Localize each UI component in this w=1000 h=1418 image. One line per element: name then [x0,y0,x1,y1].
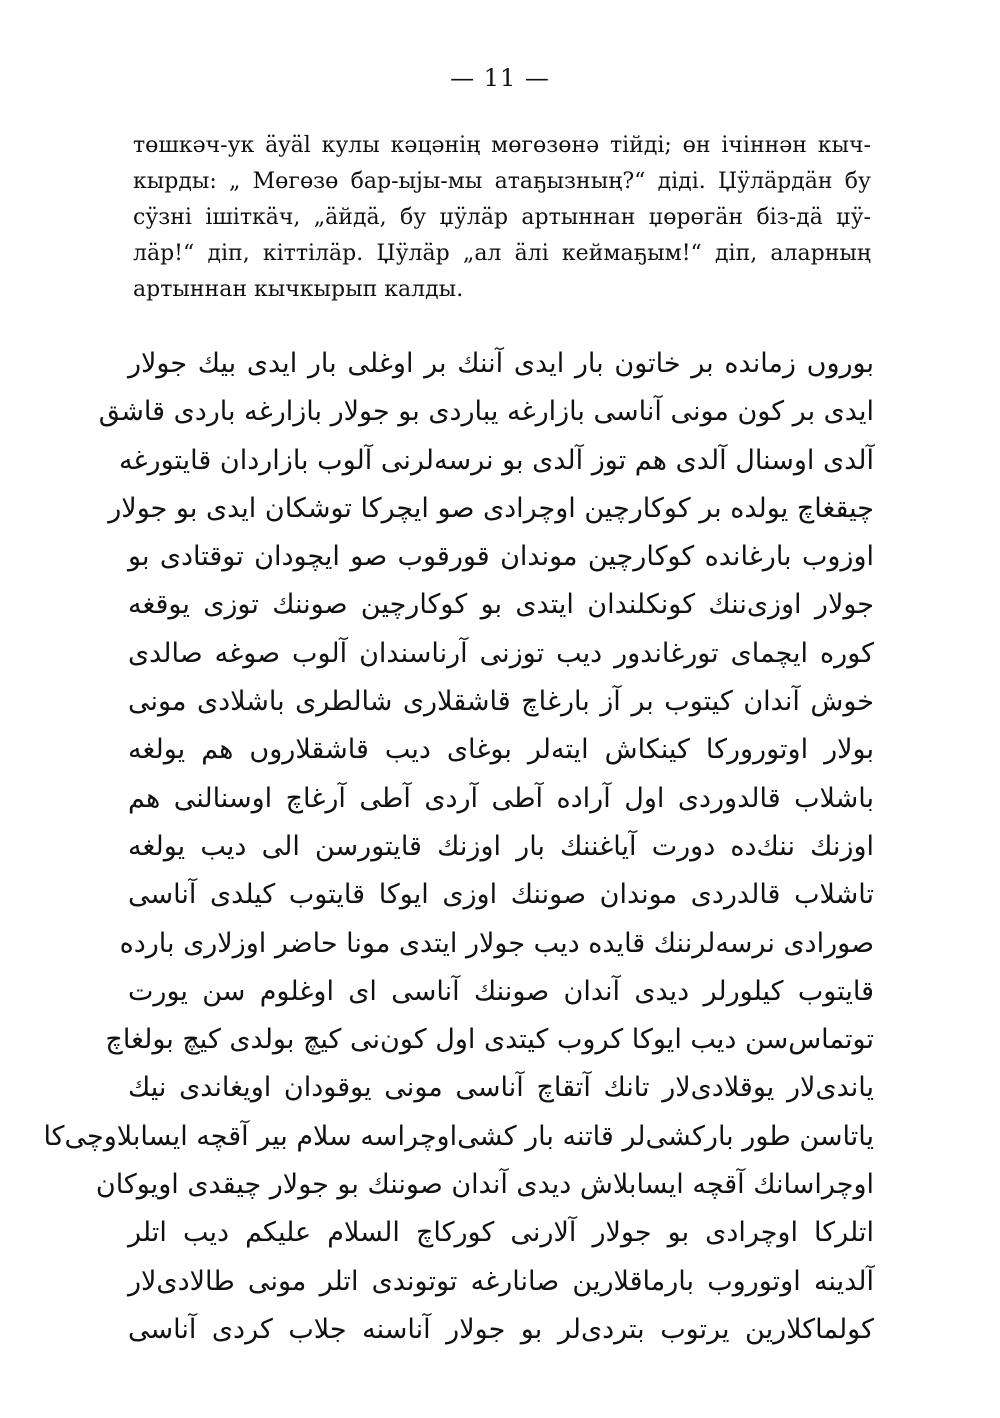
arabic-line: بولار اوتورورکا کینکاش ایته‌لر بوغای دیب قاشقلاروں هم یولغه [128,734,874,766]
arabic-line: توتماس‌سن دیب ایوکا کروب کیتدی اول کون‌نی کیچ بولدی کیچ بولغاچ [105,1024,874,1056]
cyrillic-paragraph [133,128,871,308]
arabic-line: چیقغاچ یولده بر کوکارچین اوچرادی صو ایچرکا توشکان ایدی بو جولار [108,492,874,524]
page-number: — 11 — [450,64,550,92]
arabic-line: تاشلاب قالدردی موندان صوننك اوزی ایوکا قایتوب کیلدی آناسی [128,879,874,911]
arabic-line: اتلرکا اوچرادی بو جولار آلارنی کورکاچ السلام علیکم دیب اتلر [128,1217,874,1249]
cyrillic-line: артыннан кычкырып калды. [133,277,464,302]
arabic-script-paragraph [43,340,874,1354]
arabic-line: جولار اوزی‌ننك کونکلندان ایتدی بو کوکارچین صوننك توزی یوقغه [128,589,874,621]
arabic-line: خوش آندان کیتوب بر آز بارغاچ قاشقلاری شالطری باشلادی مونی [128,686,874,718]
arabic-line: بوروں زمانده بر خاتون بار ایدی آننك بر اوغلی بار ایدی بيك جولار [128,348,874,379]
arabic-line: اوزوب بارغانده کوکارچین موندان قورقوب صو ایچودان توقتادی بو [128,541,874,573]
cyrillic-line: төшкәч-ук äyäl кулы кәцәнің мөгөзөнә тійді; өн ічіннән кыч- [133,133,871,158]
arabic-line: یاتاسن طور بارکشی‌لر قاتنه بار کشی‌اوچراسه سلام بیر آقچه ایسابلاوچی‌کا [43,1120,874,1152]
arabic-line: اوزنك ننك‌ده دورت آیاغننك بار اوزنك قایتورسن الی دیب یولغه [128,830,874,862]
arabic-line: اوچراسانك آقچه ایسابلاش دیدی آندان صوننك بو جولار چیقدی اویوکان [95,1169,874,1201]
arabic-line: یاندی‌لار یوقلادی‌لار تانك آتقاچ آناسی مونی یوقودان اویغاندی نیك [128,1072,874,1104]
arabic-line: صورادی نرسه‌لرننك قایده دیب جولار ایتدی مونا حاضر اوزلاری بارده [119,927,874,959]
cyrillic-line: кырды: „ Мөгөзө бар-ыjы-мы атаҕызның?“ діді. Џӱлäрдäн бу [133,169,871,194]
arabic-line: آلدینه اوتوروب بارماقلارین صانارغه توتوندی اتلر مونی طالادی‌لار [128,1265,874,1297]
arabic-line: آلدی اوسنال آلدی هم توز آلدی بو نرسه‌لرنی آلوب بازاردان قایتورغه [118,444,874,476]
arabic-line: کولماکلارین یرتوب بتردی‌لر بو جولار آناسنه جلاب کردی آناسی [128,1313,874,1345]
arabic-line: باشلاب قالدوردی اول آراده آطی آردی آطی آرغاچ اوسنالنی هم [128,782,874,814]
arabic-line: کوره ایچمای تورغاندور دیب توزنی آرناسندان آلوب صوغه صالدی [128,637,874,669]
arabic-line: ایدی بر کون مونی آناسی بازارغه یباردی بو جولار بازارغه باردی قاشق [98,396,874,428]
cyrillic-line: лäр!“ діп, кіттілäр. Џӱлäр „ал äлі кеймаҕым!“ діп, аларның [133,241,871,266]
arabic-line: قایتوب کیلورلر دیدی آندان صوننك آناسی ای اوغلوم سن یورت [128,975,874,1007]
cyrillic-line: сӱзні ішіткäч, „äйдä, бу џӱлäр артыннан џөрөгäн біз-дä џӱ- [133,205,871,230]
